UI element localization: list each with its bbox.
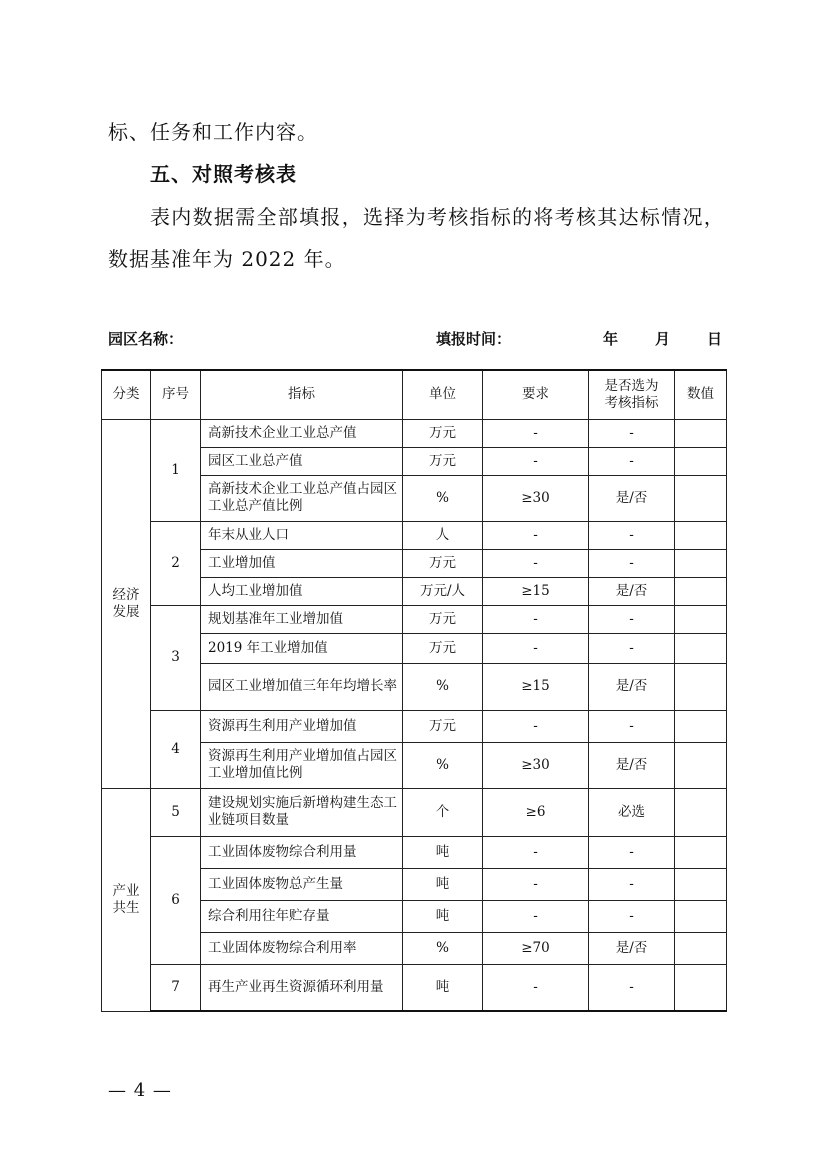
requirement-cell: ≥30 — [483, 742, 589, 788]
value-input-cell[interactable] — [675, 633, 727, 663]
indicator-cell: 2019 年工业增加值 — [201, 633, 403, 663]
value-input-cell[interactable] — [675, 932, 727, 964]
selection-cell: 必选 — [589, 788, 675, 836]
selection-cell: - — [589, 549, 675, 577]
day-label: 日 — [707, 330, 723, 348]
selection-cell: - — [589, 836, 675, 868]
unit-cell: % — [403, 742, 483, 788]
group-number: 4 — [151, 710, 201, 788]
value-input-cell[interactable] — [675, 577, 727, 605]
unit-cell: % — [403, 663, 483, 710]
value-input-cell[interactable] — [675, 836, 727, 868]
requirement-cell: ≥15 — [483, 663, 589, 710]
unit-cell: 万元 — [403, 447, 483, 475]
requirement-cell: - — [483, 605, 589, 633]
body-line-3: 数据基准年为 2022 年。 — [108, 247, 346, 271]
header-value: 数值 — [675, 370, 727, 419]
selection-cell: - — [589, 868, 675, 900]
unit-cell: 万元 — [403, 710, 483, 742]
group-number: 5 — [151, 788, 201, 836]
indicator-cell: 规划基准年工业增加值 — [201, 605, 403, 633]
group-number: 1 — [151, 419, 201, 521]
indicator-cell: 园区工业增加值三年年均增长率 — [201, 663, 403, 710]
requirement-cell: ≥70 — [483, 932, 589, 964]
requirement-cell: - — [483, 868, 589, 900]
unit-cell: 吨 — [403, 836, 483, 868]
value-input-cell[interactable] — [675, 475, 727, 521]
selection-cell: - — [589, 447, 675, 475]
selection-cell: 是/否 — [589, 742, 675, 788]
category-industrial-symbiosis — [102, 788, 151, 1011]
group-number: 3 — [151, 605, 201, 710]
header-selected — [589, 370, 675, 419]
indicator-cell: 人均工业增加值 — [201, 577, 403, 605]
indicator-cell: 综合利用往年贮存量 — [201, 900, 403, 932]
requirement-cell: ≥30 — [483, 475, 589, 521]
requirement-cell: - — [483, 900, 589, 932]
selection-cell: - — [589, 419, 675, 447]
value-input-cell[interactable] — [675, 605, 727, 633]
unit-cell: 吨 — [403, 900, 483, 932]
value-input-cell[interactable] — [675, 868, 727, 900]
header-selected-line-1: 是否选为 — [604, 377, 659, 394]
category-line-1: 经济 — [112, 586, 140, 603]
indicator-cell: 工业固体废物总产生量 — [201, 868, 403, 900]
requirement-cell: - — [483, 836, 589, 868]
selection-cell: - — [589, 521, 675, 549]
unit-cell: 万元 — [403, 605, 483, 633]
requirement-cell: - — [483, 964, 589, 1011]
selection-cell: 是/否 — [589, 475, 675, 521]
unit-cell: 吨 — [403, 964, 483, 1011]
selection-cell: - — [589, 964, 675, 1011]
indicator-cell: 工业增加值 — [201, 549, 403, 577]
requirement-cell: - — [483, 419, 589, 447]
selection-cell: - — [589, 605, 675, 633]
value-input-cell[interactable] — [675, 549, 727, 577]
body-line-1: 标、任务和工作内容。 — [108, 120, 318, 144]
value-input-cell[interactable] — [675, 521, 727, 549]
group-number: 7 — [151, 964, 201, 1011]
value-input-cell[interactable] — [675, 663, 727, 710]
category-line-1: 产业 — [112, 882, 140, 899]
header-requirement: 要求 — [483, 370, 589, 419]
requirement-cell: - — [483, 633, 589, 663]
group-number: 2 — [151, 521, 201, 605]
requirement-cell: - — [483, 447, 589, 475]
form-header — [108, 326, 723, 352]
unit-cell: 个 — [403, 788, 483, 836]
indicator-cell: 高新技术企业工业总产值 — [201, 419, 403, 447]
header-category: 分类 — [102, 370, 151, 419]
unit-cell: 万元 — [403, 633, 483, 663]
requirement-cell: - — [483, 521, 589, 549]
unit-cell: % — [403, 475, 483, 521]
requirement-cell: ≥15 — [483, 577, 589, 605]
park-name-label: 园区名称： — [108, 330, 184, 348]
requirement-cell: - — [483, 710, 589, 742]
value-input-cell[interactable] — [675, 788, 727, 836]
value-input-cell[interactable] — [675, 447, 727, 475]
selection-cell: - — [589, 633, 675, 663]
selection-cell: - — [589, 710, 675, 742]
month-label: 月 — [655, 330, 671, 348]
value-input-cell[interactable] — [675, 742, 727, 788]
value-input-cell[interactable] — [675, 900, 727, 932]
assessment-table — [101, 369, 727, 1012]
indicator-cell: 园区工业总产值 — [201, 447, 403, 475]
indicator-cell: 建设规划实施后新增构建生态工业链项目数量 — [201, 788, 403, 836]
requirement-cell: - — [483, 549, 589, 577]
requirement-cell: ≥6 — [483, 788, 589, 836]
selection-cell: 是/否 — [589, 663, 675, 710]
selection-cell: 是/否 — [589, 577, 675, 605]
indicator-cell: 资源再生利用产业增加值占园区工业增加值比例 — [201, 742, 403, 788]
category-line-2: 发展 — [112, 603, 140, 620]
indicator-cell: 工业固体废物综合利用率 — [201, 932, 403, 964]
category-economic-development — [102, 419, 151, 788]
selection-cell: 是/否 — [589, 932, 675, 964]
value-input-cell[interactable] — [675, 710, 727, 742]
unit-cell: 万元 — [403, 549, 483, 577]
header-unit: 单位 — [403, 370, 483, 419]
indicator-cell: 再生产业再生资源循环利用量 — [201, 964, 403, 1011]
unit-cell: % — [403, 932, 483, 964]
selection-cell: - — [589, 900, 675, 932]
body-line-2: 表内数据需全部填报，选择为考核指标的将考核其达标情况， — [150, 205, 726, 229]
value-input-cell[interactable] — [675, 419, 727, 447]
indicator-cell: 工业固体废物综合利用量 — [201, 836, 403, 868]
indicator-cell: 高新技术企业工业总产值占园区工业总产值比例 — [201, 475, 403, 521]
header-indicator: 指标 — [201, 370, 403, 419]
header-no: 序号 — [151, 370, 201, 419]
group-number: 6 — [151, 836, 201, 964]
category-line-2: 共生 — [112, 899, 140, 916]
value-input-cell[interactable] — [675, 964, 727, 1011]
unit-cell: 万元 — [403, 419, 483, 447]
year-label: 年 — [603, 330, 619, 348]
header-selected-line-2: 考核指标 — [604, 394, 659, 411]
fill-date-label: 填报时间： — [436, 330, 512, 348]
indicator-cell: 资源再生利用产业增加值 — [201, 710, 403, 742]
unit-cell: 万元/人 — [403, 577, 483, 605]
unit-cell: 人 — [403, 521, 483, 549]
page-number: — 4 — — [108, 1080, 172, 1101]
section-heading: 五、对照考核表 — [150, 162, 297, 186]
unit-cell: 吨 — [403, 868, 483, 900]
indicator-cell: 年末从业人口 — [201, 521, 403, 549]
